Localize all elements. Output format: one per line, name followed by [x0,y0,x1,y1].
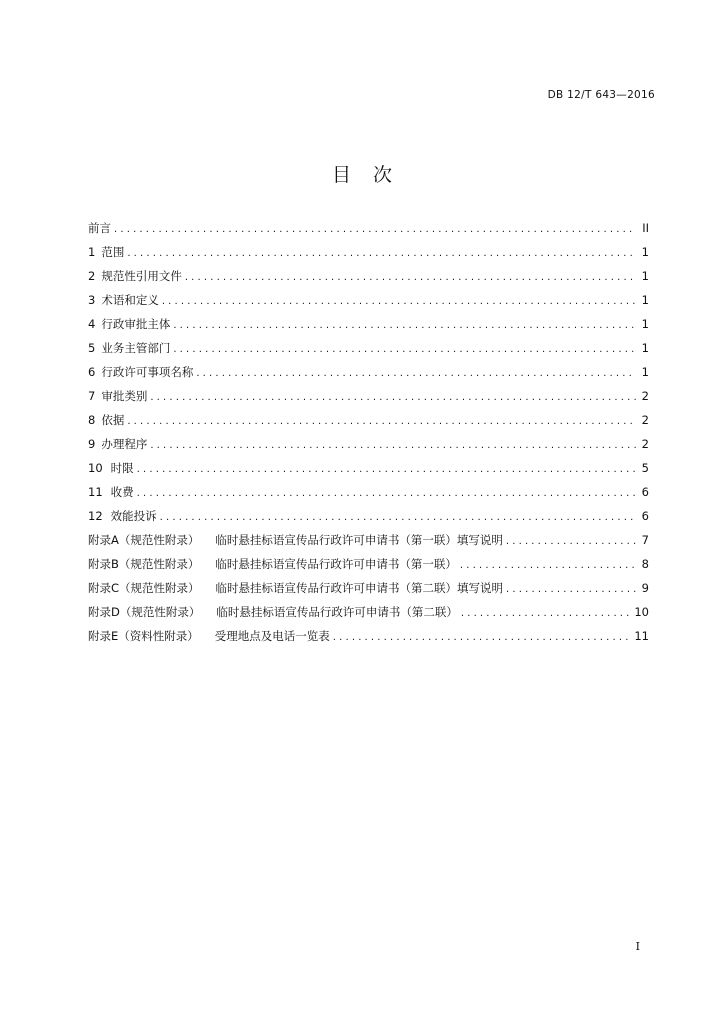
toc-leader [150,386,636,410]
appendix-title: 临时悬挂标语宣传品行政许可申请书（第二联）填写说明 [215,581,504,595]
toc-entry-page: 1 [641,293,649,307]
toc-leader [196,362,636,386]
toc-entry-1[interactable] [88,240,649,264]
toc-leader [127,410,636,434]
toc-entry-page: 2 [641,413,649,427]
toc-entry-page: 8 [641,557,649,571]
toc-leader [506,530,636,554]
toc-leader [160,506,636,530]
toc-entry-12[interactable] [88,504,649,528]
toc-entry-page: 6 [641,509,649,523]
toc-entry-number: 6 [88,365,96,379]
toc-entry-label: 效能投诉 [110,509,157,523]
toc-entry-2[interactable] [88,264,649,288]
toc-entry-label: 范围 [101,245,125,259]
toc-entry-page: 1 [641,317,649,331]
toc-entry-number: 9 [88,437,96,451]
toc-entry-page: 1 [641,341,649,355]
toc-entry-page: 1 [641,245,649,259]
toc-leader [173,314,636,338]
toc-entry-label: 时限 [110,461,134,475]
toc-entry-page: 2 [641,437,649,451]
toc-leader [461,602,632,626]
toc-entry-number: 7 [88,389,96,403]
toc-entry-label: 前言 [88,221,111,235]
appendix-title: 临时悬挂标语宣传品行政许可申请书（第一联）填写说明 [215,533,503,547]
toc-entry-page: 9 [641,581,649,595]
appendix-prefix: 附录B（规范性附录） [88,557,200,571]
toc-leader [173,338,636,362]
toc-entry-label: 收费 [110,485,134,499]
toc-entry-page: 10 [634,605,649,619]
toc-leader [114,218,636,242]
toc-entry-page: 1 [641,269,649,283]
toc-entry-number: 12 [88,509,103,523]
toc-title [0,160,724,187]
appendix-prefix: 附录D（规范性附录） [88,605,201,619]
toc-entry-label: 行政许可事项名称 [101,365,194,379]
toc-leader [185,266,636,290]
toc-leader [137,482,636,506]
toc-entry-page: 7 [641,533,649,547]
toc-leader [137,458,636,482]
toc-appendix-d[interactable] [88,600,649,624]
toc-leader [150,434,636,458]
toc-appendix-a[interactable] [88,528,649,552]
toc-entry-label: 办理程序 [101,437,148,451]
appendix-title: 临时悬挂标语宣传品行政许可申请书（第二联） [216,605,458,619]
toc-leader [127,242,636,266]
toc-entry-4[interactable] [88,312,649,336]
toc-entry-number: 1 [88,245,96,259]
toc-entry-6[interactable] [88,360,649,384]
toc-entry-page: 11 [634,629,649,643]
toc-entry-page: 5 [641,461,649,475]
toc-entry-number: 3 [88,293,96,307]
toc-entry-label: 行政审批主体 [101,317,171,331]
toc-entry-11[interactable] [88,480,649,504]
toc-appendix-e[interactable] [88,624,649,648]
toc-appendix-b[interactable] [88,552,649,576]
toc-entry-label: 规范性引用文件 [101,269,182,283]
toc-entry-8[interactable] [88,408,649,432]
toc-entry-label: 业务主管部门 [101,341,171,355]
toc-entry-page: 2 [641,389,649,403]
toc-entry-page: 1 [641,365,649,379]
toc-entry-10[interactable] [88,456,649,480]
toc-entry-number: 2 [88,269,96,283]
toc-entry-page: II [642,221,649,235]
toc-entry-5[interactable] [88,336,649,360]
toc-entry-page: 6 [641,485,649,499]
appendix-prefix: 附录A（规范性附录） [88,533,200,547]
appendix-prefix: 附录C（规范性附录） [88,581,200,595]
toc-leader [460,554,636,578]
toc-entry-number: 4 [88,317,96,331]
document-code: DB 12/T 643—2016 [547,89,655,101]
toc-leader [506,578,636,602]
toc-entry-label: 依据 [101,413,125,427]
appendix-prefix: 附录E（资料性附录） [88,629,199,643]
toc-entry-number: 11 [88,485,103,499]
toc-entry-9[interactable] [88,432,649,456]
toc-title-char-2: 次 [373,164,393,186]
toc-leader [162,290,636,314]
toc-entry-label: 术语和定义 [101,293,159,307]
toc-entry-number: 8 [88,413,96,427]
toc-title-char-1: 目 [331,164,351,186]
toc-entry-number: 10 [88,461,103,475]
appendix-title: 临时悬挂标语宣传品行政许可申请书（第一联） [215,557,457,571]
appendix-title: 受理地点及电话一览表 [214,629,330,643]
page-number: I [635,940,640,953]
toc-entry-number: 5 [88,341,96,355]
toc-leader [333,626,632,650]
toc-entry-3[interactable] [88,288,649,312]
toc-appendix-c[interactable] [88,576,649,600]
toc-entry-foreword[interactable] [88,216,649,240]
table-of-contents [88,216,649,648]
toc-entry-7[interactable] [88,384,649,408]
toc-entry-label: 审批类别 [101,389,148,403]
